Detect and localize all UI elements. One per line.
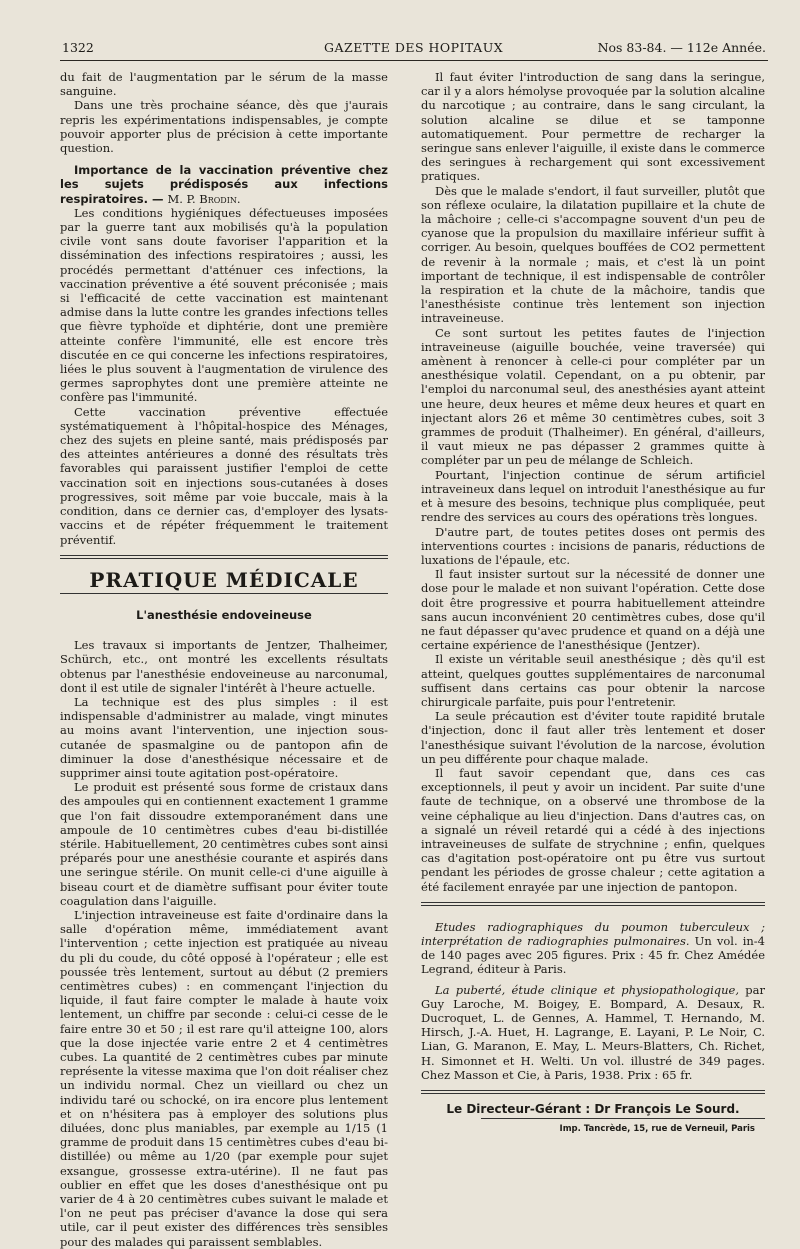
header-rule	[60, 60, 768, 61]
paragraph: Pourtant, l'injection continue de sérum artificiel intraveineux dans lequel on introduit l'anesthésique au fur et à mesure des besoins, technique plus compliquée, peut rendre des services au cours des opérations très longues.	[421, 467, 765, 525]
section-divider	[60, 555, 388, 559]
paragraph: Les travaux si importants de Jentzer, Thalheimer, Schürch, etc., ont montré les excellents résultats obtenus par l'anesthésie endoveineuse au narconumal, dont il est utile de signaler l'intérêt à l'heure actuelle.	[60, 638, 388, 695]
paragraph: Le produit est présenté sous forme de cristaux dans des ampoules qui en contiennent exactement 1 gramme que l'on fait dissoudre extemporanément dans une ampoule de 10 centimètres cubes d'eau bi-distillée stérile. Habituellement, 20 centimètres cubes sont ainsi préparés pour une anesthésie courante et aspirés dans une seringue stérile. On munit celle-ci d'une aiguille à biseau court et de diamètre suffisant pour éviter toute coagulation dans l'aiguille.	[60, 780, 388, 908]
section-divider	[421, 1090, 765, 1094]
page-number: 1322	[62, 40, 94, 55]
paragraph: Il faut insister surtout sur la nécessité de donner une dose pour le malade et non suivant l'opération. Cette dose doit être progressive et pourra habituellement atteindre sans aucun inconvénient 20 centimètres cubes, dose qu'il ne faut dépasser qu'avec prudence et quand on a déjà une certaine expérience de l'anesthésique (Jentzer).	[421, 567, 765, 653]
book-title: La puberté, étude clinique et physiopathologique,	[435, 982, 740, 997]
book-notice: La puberté, étude clinique et physiopathologique, par Guy Laroche, M. Boigey, E. Bompard, A. Desaux, R. Ducroquet, L. de Gennes, A. Hammel, T. Hernando, M. Hirsch, J.-A. Huet, H. Lagrange, E. Layani, P. Le Noir, C. Lian, G. Maranon, E. May, L. Meurs-Blatters, Ch. Richet, H. Simonnet et H. Welti. Un vol. illustré de 349 pages. Chez Masson et Cie, à Paris, 1938. Prix : 65 fr.	[421, 982, 765, 1082]
paragraph: Les conditions hygiéniques défectueuses imposées par la guerre tant aux mobilisés qu'à la population civile vont sans doute favoriser l'apparition et la dissémination des infections respiratoires ; aussi, les procédés permettant d'atténuer ces infections, la vaccination préventive a été souvent préconisée ; mais si l'efficacité de cette vaccination est maintenant admise dans la lutte contre les grandes infections telles que fièvre typhoïde et diphtérie, dont une première atteinte confère l'immunité, elle est encore très discutée en ce qui concerne les infections respiratoires, liées le plus souvent à l'augmentation de virulence des germes saprophytes dont une première atteinte ne confère pas l'immunité.	[60, 205, 388, 405]
section-title: PRATIQUE MÉDICALE	[89, 567, 359, 592]
paragraph: du fait de l'augmentation par le sérum de la masse sanguine.	[60, 70, 388, 99]
paragraph: Dès que le malade s'endort, il faut surveiller, plutôt que son réflexe oculaire, la dilatation pupillaire et la chute de la mâchoire ; celle-ci s'accompagne souvent d'un peu de cyanose que la propulsion du maxillaire inférieur suffit à corriger. Au besoin, quelques bouffées de CO2 permettent de revenir à la normale ; mais, et c'est là un point important de technique, il est indispensable de contrôler la respiration et la chute de la mâchoire, tandis que l'anesthésiste continue très lentement son injection intraveineuse.	[421, 183, 765, 326]
book-notice: Etudes radiographiques du poumon tuberculeux ; interprétation de radiographies pulmonaires. Un vol. in-4 de 140 pages avec 205 figures. Prix : 45 fr. Chez Amédée Legrand, éditeur à Paris.	[421, 919, 765, 977]
right-column	[421, 70, 765, 1136]
running-header	[62, 38, 766, 58]
paragraph: Cette vaccination préventive effectuée systématiquement à l'hôpital-hospice des Ménages, chez des sujets en pleine santé, mais prédisposés par des atteintes antérieures a donné des résultats très favorables qui paraissent justifier l'emploi de cette vaccination soit en injections sous-cutanées à doses progressives, soit même par voie buccale, mais à la condition, dans ce dernier cas, d'employer des lysats-vaccins et de répéter fréquemment le traitement préventif.	[60, 404, 388, 547]
paragraph: Il faut éviter l'introduction de sang dans la seringue, car il y a alors hémolyse provoquée par la solution alcaline du narcotique ; au contraire, dans le sang circulant, la solution alcaline se dilue et se tamponne automatiquement. Pour permettre de recharger la seringue sans enlever l'aiguille, il existe dans le commerce des seringues à rechargement qui sont excessivement pratiques.	[421, 70, 765, 184]
section-rule	[60, 593, 388, 594]
paragraph: D'autre part, de toutes petites doses ont permis des interventions courtes : incisions de panaris, réductions de luxations de l'épaule, etc.	[421, 524, 765, 567]
section-divider	[421, 902, 765, 906]
paragraph: Ce sont surtout les petites fautes de l'injection intraveineuse (aiguille bouchée, veine traversée) qui amènent à renoncer à celle-ci pour compléter par un anesthésique volatil. Cependant, on a pu obtenir, par l'emploi du narconumal seul, des anesthésies ayant atteint une heure, deux heures et même deux heures et quart en injectant alors 26 et même 30 centimètres cubes, soit 3 grammes de produit (Thalheimer). En général, d'ailleurs, il vaut mieux ne pas dépasser 2 grammes quitte à compléter par un peu de mélange de Schleich.	[421, 325, 765, 468]
journal-title: GAZETTE DES HOPITAUX	[324, 40, 504, 55]
book-title: Etudes radiographiques du poumon tuberculeux ; interprétation de radiographies pulmonaires.	[421, 919, 765, 948]
left-column	[60, 70, 388, 1249]
paragraph: L'injection intraveineuse est faite d'ordinaire dans la salle d'opération même, immédiatement avant l'intervention ; cette injection est pratiquée au niveau du pli du coude, du côté opposé à l'opérateur ; elle est poussée très lentement, surtout au début (2 premiers centimètres cubes) : en commençant l'injection du liquide, il faut faire compter le malade à haute voix lentement, un chiffre par seconde : celui-ci cesse de le faire entre 30 et 50 ; il est rare qu'il atteigne 100, alors que la dose injectée varie entre 2 et 4 centimètres cubes. La quantité de 2 centimètres cubes par minute représente la vitesse maxima que l'on doit réaliser chez un individu normal. Chez un vieillard ou chez un individu taré ou schocké, on ira encore plus lentement et on n'hésitera pas à employer des solutions plus diluées, donc plus maniables, par exemple au 1/15 (1 gramme de produit dans 15 centimètres cubes d'eau bi-distillée) ou même au 1/20 (par exemple pour sujet exsangue, grossesse extra-utérine). Il ne faut pas oublier en effet que les doses d'anesthésique ont pu varier de 4 à 20 centimètres cubes suivant le malade et l'on ne peut pas préciser d'avance la dose qui sera utile, car il peut exister des différences très sensibles pour des malades qui paraissent semblables.	[60, 907, 388, 1249]
communication-author: M. P. Brodin.	[167, 191, 241, 206]
printer-imprint: Imp. Tancrède, 15, rue de Verneuil, Paris	[481, 1118, 765, 1136]
article-title: L'anesthésie endoveineuse	[136, 607, 312, 622]
paragraph: La technique est des plus simples : il est indispensable d'administrer au malade, vingt minutes au moins avant l'intervention, une injection sous-cutanée de spasmalgine ou de pantopon afin de diminuer la dose d'anesthésique nécessaire et de supprimer ainsi toute agitation post-opératoire.	[60, 694, 388, 780]
communication-title: Importance de la vaccination préventive chez les sujets prédisposés aux infections respiratoires. — M. P. Brodin.	[60, 163, 388, 206]
paragraph: Dans une très prochaine séance, dès que j'aurais repris les expérimentations indispensables, je compte pouvoir apporter plus de précision à cette importante question.	[60, 98, 388, 156]
paragraph: Il faut savoir cependant que, dans ces cas exceptionnels, il peut y avoir un incident. Par suite d'une faute de technique, on a observé une thrombose de la veine céphalique au lieu d'injection. Dans d'autres cas, on a signalé un réveil retardé qui a cédé à des injections intraveineuses de sulfate de strychnine ; enfin, quelques cas d'agitation post-opératoire ont pu être vus surtout pendant les périodes de grosse chaleur ; cette agitation a été facilement enrayée par une injection de pantopon.	[421, 765, 765, 894]
paragraph: La seule précaution est d'éviter toute rapidité brutale d'injection, donc il faut aller très lentement et doser l'anesthésique suivant l'évolution de la narcose, évolution un peu différente pour chaque malade.	[421, 709, 765, 766]
issue-info: Nos 83-84. — 112e Année.	[597, 40, 766, 55]
director-signature: Le Directeur-Gérant : Dr François Le Sourd.	[446, 1102, 740, 1117]
paragraph: Il existe un véritable seuil anesthésique ; dès qu'il est atteint, quelques gouttes supplémentaires de narconumal suffisent dans certains cas pour obtenir la narcose chirurgicale parfaite, puis pour l'entretenir.	[421, 652, 765, 709]
